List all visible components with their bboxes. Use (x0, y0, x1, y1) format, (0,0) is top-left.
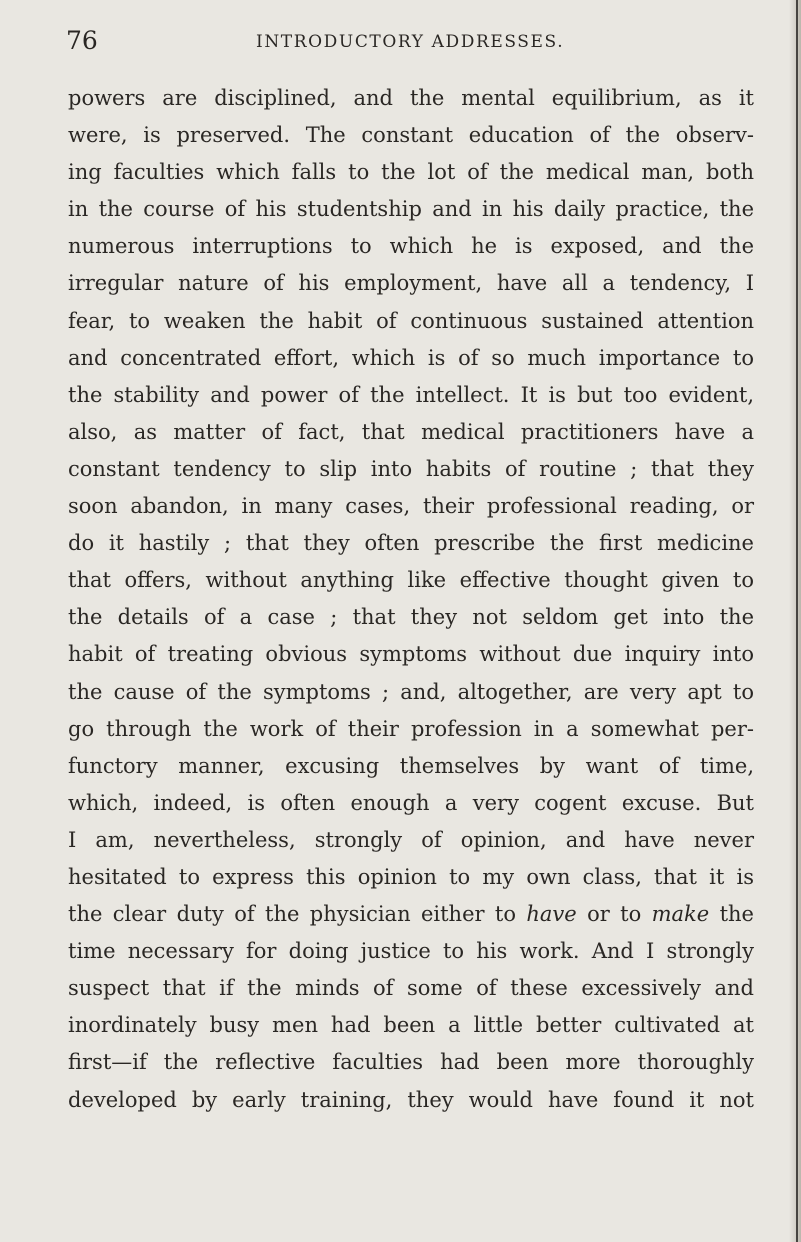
text-line: the stability and power of the intellect. It is but too evident, (68, 382, 754, 407)
text-line: do it hastily ; that they often prescribe the first medicine (68, 531, 754, 556)
text-line: were, is preserved. The constant education of the observ- (68, 123, 754, 148)
text-line: go through the work of their profession in a somewhat per- (68, 716, 754, 741)
line-text: or to (587, 902, 642, 927)
text-line: soon abandon, in many cases, their professional reading, or (68, 494, 754, 519)
text-line: powers are disciplined, and the mental equilibrium, as it (68, 86, 754, 110)
text-line: constant tendency to slip into habits of routine ; that they (68, 456, 754, 481)
italic-word: have (526, 902, 577, 927)
page-edge (789, 0, 801, 1242)
text-line: suspect that if the minds of some of these excessively and (68, 976, 754, 1001)
text-line: the cause of the symptoms ; and, altogether, are very apt to (68, 679, 754, 704)
page-header (66, 26, 760, 60)
text-line: that offers, without anything like effective thought given to (68, 568, 754, 593)
body-text (68, 80, 754, 1119)
line-text: the clear duty of the physician either to (68, 902, 516, 927)
text-line: developed by early training, they would have found it not (68, 1087, 754, 1112)
page-number: 76 (66, 26, 98, 55)
text-line: and concentrated effort, which is of so much importance to (68, 345, 754, 370)
text-line: habit of treating obvious symptoms without due inquiry into (68, 642, 754, 667)
text-line: time necessary for doing justice to his work. And I strongly (68, 939, 754, 964)
text-line: the details of a case ; that they not seldom get into the (68, 605, 754, 630)
text-line: functory manner, excusing themselves by want of time, (68, 753, 754, 778)
text-line: fear, to weaken the habit of continuous sustained attention (68, 308, 754, 333)
text-line: which, indeed, is often enough a very cogent excuse. But (68, 790, 754, 815)
running-head: INTRODUCTORY ADDRESSES. (256, 32, 565, 52)
text-line: I am, nevertheless, strongly of opinion, and have never (68, 827, 754, 852)
text-line: in the course of his studentship and in his daily practice, the (68, 197, 754, 222)
line-text: the (719, 902, 754, 927)
text-line: hesitated to express this opinion to my own class, that it is (68, 864, 754, 889)
text-line-with-italics (68, 896, 754, 933)
italic-word: make (651, 902, 710, 927)
text-line: first—if the reflective faculties had been more thoroughly (68, 1050, 754, 1075)
text-line: ing faculties which falls to the lot of the medical man, both (68, 160, 754, 185)
text-line: inordinately busy men had been a little better cultivated at (68, 1013, 754, 1038)
text-line: also, as matter of fact, that medical practitioners have a (68, 419, 754, 444)
text-line: numerous interruptions to which he is exposed, and the (68, 234, 754, 259)
text-line: irregular nature of his employment, have all a tendency, I (68, 271, 754, 296)
